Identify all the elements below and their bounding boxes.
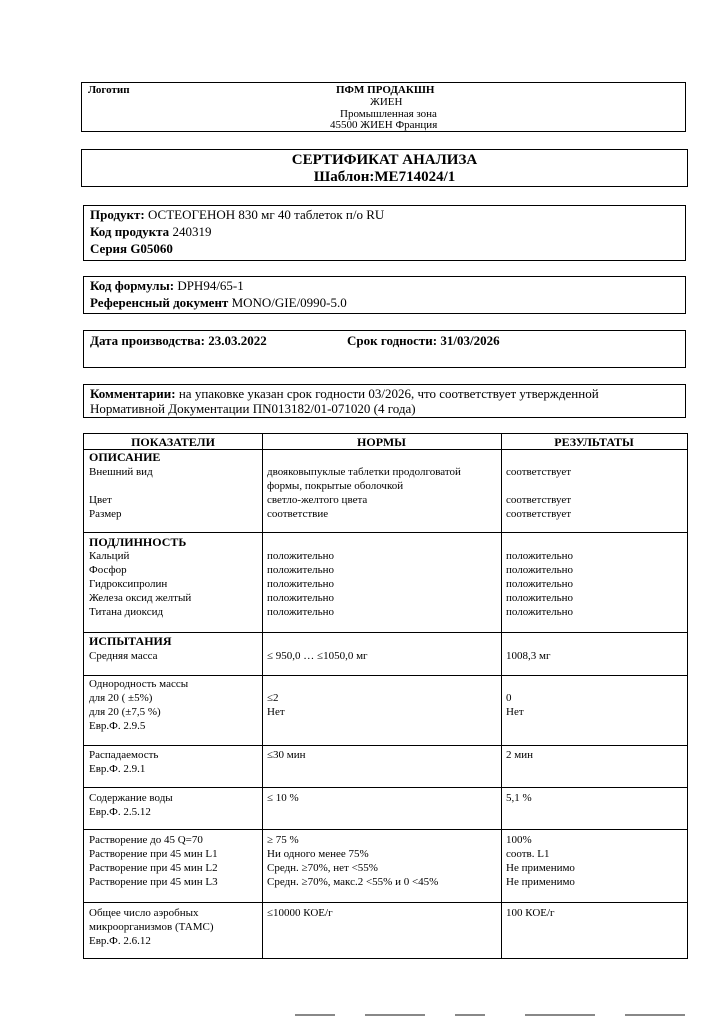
dissolution-name: Растворение при 45 мин L2 [89, 862, 218, 874]
average-mass-norm: ≤ 950,0 … ≤1050,0 мг [267, 650, 368, 662]
col-header-results: РЕЗУЛЬТАТЫ [554, 435, 634, 449]
identity-name: Кальций [89, 550, 130, 562]
average-mass-label: Средняя масса [89, 650, 158, 662]
row-divider [84, 632, 687, 633]
appearance-label: Внешний вид [89, 466, 153, 478]
formula-box [83, 276, 686, 314]
identity-name: Гидроксипролин [89, 578, 168, 590]
logo-label: Логотип [88, 84, 130, 96]
section-identity-title: ПОДЛИННОСТЬ [89, 535, 187, 549]
row-divider [84, 532, 687, 533]
size-label: Размер [89, 508, 122, 520]
row-divider [84, 745, 687, 746]
header-box [81, 82, 686, 132]
company-city: ЖИЕН [370, 96, 403, 108]
identity-name: Железа оксид желтый [89, 592, 192, 604]
uniformity-result-2: Нет [506, 706, 524, 718]
company-zone: Промышленная зона [340, 108, 437, 120]
identity-norm: положительно [267, 550, 335, 562]
header-divider [84, 449, 687, 450]
reference-doc-line [90, 296, 347, 310]
row-divider [84, 675, 687, 676]
product-value: ОСТЕОГЕНОН 830 мг 40 таблеток п/о RU [148, 207, 385, 222]
product-label: Продукт: [90, 207, 145, 222]
disintegration-pharmacopoeia: Евр.Ф. 2.9.1 [89, 763, 146, 775]
product-box [83, 205, 686, 261]
microbio-norm: ≤10000 КОЕ/г [267, 907, 333, 919]
scan-mark [525, 1014, 595, 1016]
row-divider [84, 787, 687, 788]
identity-name: Титана диоксид [89, 606, 164, 618]
scan-mark [365, 1014, 425, 1016]
scan-mark [625, 1014, 685, 1016]
scan-artifacts [295, 1014, 695, 1018]
water-content-result: 5,1 % [506, 792, 532, 804]
product-code-label: Код продукта [90, 224, 170, 239]
row-divider [84, 829, 687, 830]
average-mass-result: 1008,3 мг [506, 650, 551, 662]
color-result: соответствует [506, 494, 572, 506]
formula-code-line [90, 279, 244, 293]
comments-line-2: Нормативной Документации ПN013182/01-071020 (4 года) [90, 401, 416, 416]
identity-name: Фосфор [89, 564, 127, 576]
product-line [90, 208, 384, 222]
formula-code-value: DPH94/65-1 [177, 278, 244, 293]
microbio-pharmacopoeia: Евр.Ф. 2.6.12 [89, 935, 151, 947]
comments-text-1: на упаковке указан срок годности 03/2026, что соответствует утвержденной [178, 386, 599, 401]
reference-doc-label: Референсный документ [90, 295, 229, 310]
dissolution-result: Не применимо [506, 876, 575, 888]
uniformity-7pct: для 20 (±7,5 %) [89, 706, 161, 718]
identity-result: положительно [506, 564, 574, 576]
dissolution-norm: Средн. ≥70%, нет <55% [267, 862, 378, 874]
uniformity-pharmacopoeia: Евр.Ф. 2.9.5 [89, 720, 146, 732]
expiry-date: Срок годности: 31/03/2026 [347, 333, 500, 348]
appearance-result: соответствует [506, 466, 572, 478]
disintegration-norm: ≤30 мин [267, 749, 306, 761]
results-table [83, 433, 688, 959]
production-date: Дата производства: 23.03.2022 [90, 333, 267, 348]
series-label: Серия G05060 [90, 241, 173, 256]
identity-result: положительно [506, 550, 574, 562]
dissolution-norm: Ни одного менее 75% [267, 848, 369, 860]
reference-doc-value: MONO/GIE/0990-5.0 [231, 295, 347, 310]
formula-code-label: Код формулы: [90, 278, 175, 293]
page-title: СЕРТИФИКАТ АНАЛИЗА [291, 152, 478, 168]
company-address: 45500 ЖИЕН Франция [330, 119, 438, 131]
comments-line-1 [90, 387, 599, 401]
identity-result: положительно [506, 578, 574, 590]
dissolution-result: соотв. L1 [506, 848, 550, 860]
size-result: соответствует [506, 508, 572, 520]
color-label: Цвет [89, 494, 112, 506]
dates-box [83, 330, 686, 368]
color-norm: светло-желтого цвета [267, 494, 368, 506]
microbio-label-2: микроорганизмов (ТАМС) [89, 921, 214, 933]
dissolution-result: Не применимо [506, 862, 575, 874]
identity-result: положительно [506, 592, 574, 604]
identity-norm: положительно [267, 578, 335, 590]
product-code-value: 240319 [172, 224, 212, 239]
water-content-label: Содержание воды [89, 792, 173, 804]
section-description-title: ОПИСАНИЕ [89, 450, 161, 464]
microbio-label-1: Общее число аэробных [89, 907, 199, 919]
col-divider-2 [501, 434, 502, 958]
scan-mark [455, 1014, 485, 1016]
appearance-norm-2: формы, покрытые оболочкой [267, 480, 404, 492]
disintegration-result: 2 мин [506, 749, 533, 761]
disintegration-label: Распадаемость [89, 749, 159, 761]
uniformity-5pct: для 20 ( ±5%) [89, 692, 153, 704]
identity-norm: положительно [267, 606, 335, 618]
water-content-norm: ≤ 10 % [267, 792, 299, 804]
scan-mark [295, 1014, 335, 1016]
uniformity-result-1: 0 [506, 692, 512, 704]
dissolution-norm: ≥ 75 % [267, 834, 299, 846]
col-header-norms: НОРМЫ [357, 435, 406, 449]
company-name: ПФМ ПРОДАКШН [336, 84, 435, 96]
dissolution-name: Растворение до 45 Q=70 [89, 834, 203, 846]
appearance-norm-1: двояковыпуклые таблетки продолговатой [267, 466, 461, 478]
row-divider [84, 902, 687, 903]
identity-norm: положительно [267, 564, 335, 576]
comments-box [83, 384, 686, 418]
uniformity-label: Однородность массы [89, 678, 189, 690]
dissolution-name: Растворение при 45 мин L3 [89, 876, 218, 888]
uniformity-norm-1: ≤2 [267, 692, 279, 704]
identity-result: положительно [506, 606, 574, 618]
water-content-pharmacopoeia: Евр.Ф. 2.5.12 [89, 806, 151, 818]
title-box [81, 149, 688, 187]
product-code-line [90, 225, 211, 239]
dissolution-result: 100% [506, 834, 532, 846]
comments-label: Комментарии: [90, 386, 176, 401]
section-tests-title: ИСПЫТАНИЯ [89, 634, 172, 648]
col-header-indicators: ПОКАЗАТЕЛИ [131, 435, 215, 449]
identity-norm: положительно [267, 592, 335, 604]
size-norm: соответствие [267, 508, 329, 520]
microbio-result: 100 КОЕ/г [506, 907, 555, 919]
dissolution-norm: Средн. ≥70%, макс.2 <55% и 0 <45% [267, 876, 439, 888]
col-divider-1 [262, 434, 263, 958]
dissolution-name: Растворение при 45 мин L1 [89, 848, 218, 860]
uniformity-norm-2: Нет [267, 706, 285, 718]
template-id: Шаблон:МЕ714024/1 [313, 169, 456, 185]
